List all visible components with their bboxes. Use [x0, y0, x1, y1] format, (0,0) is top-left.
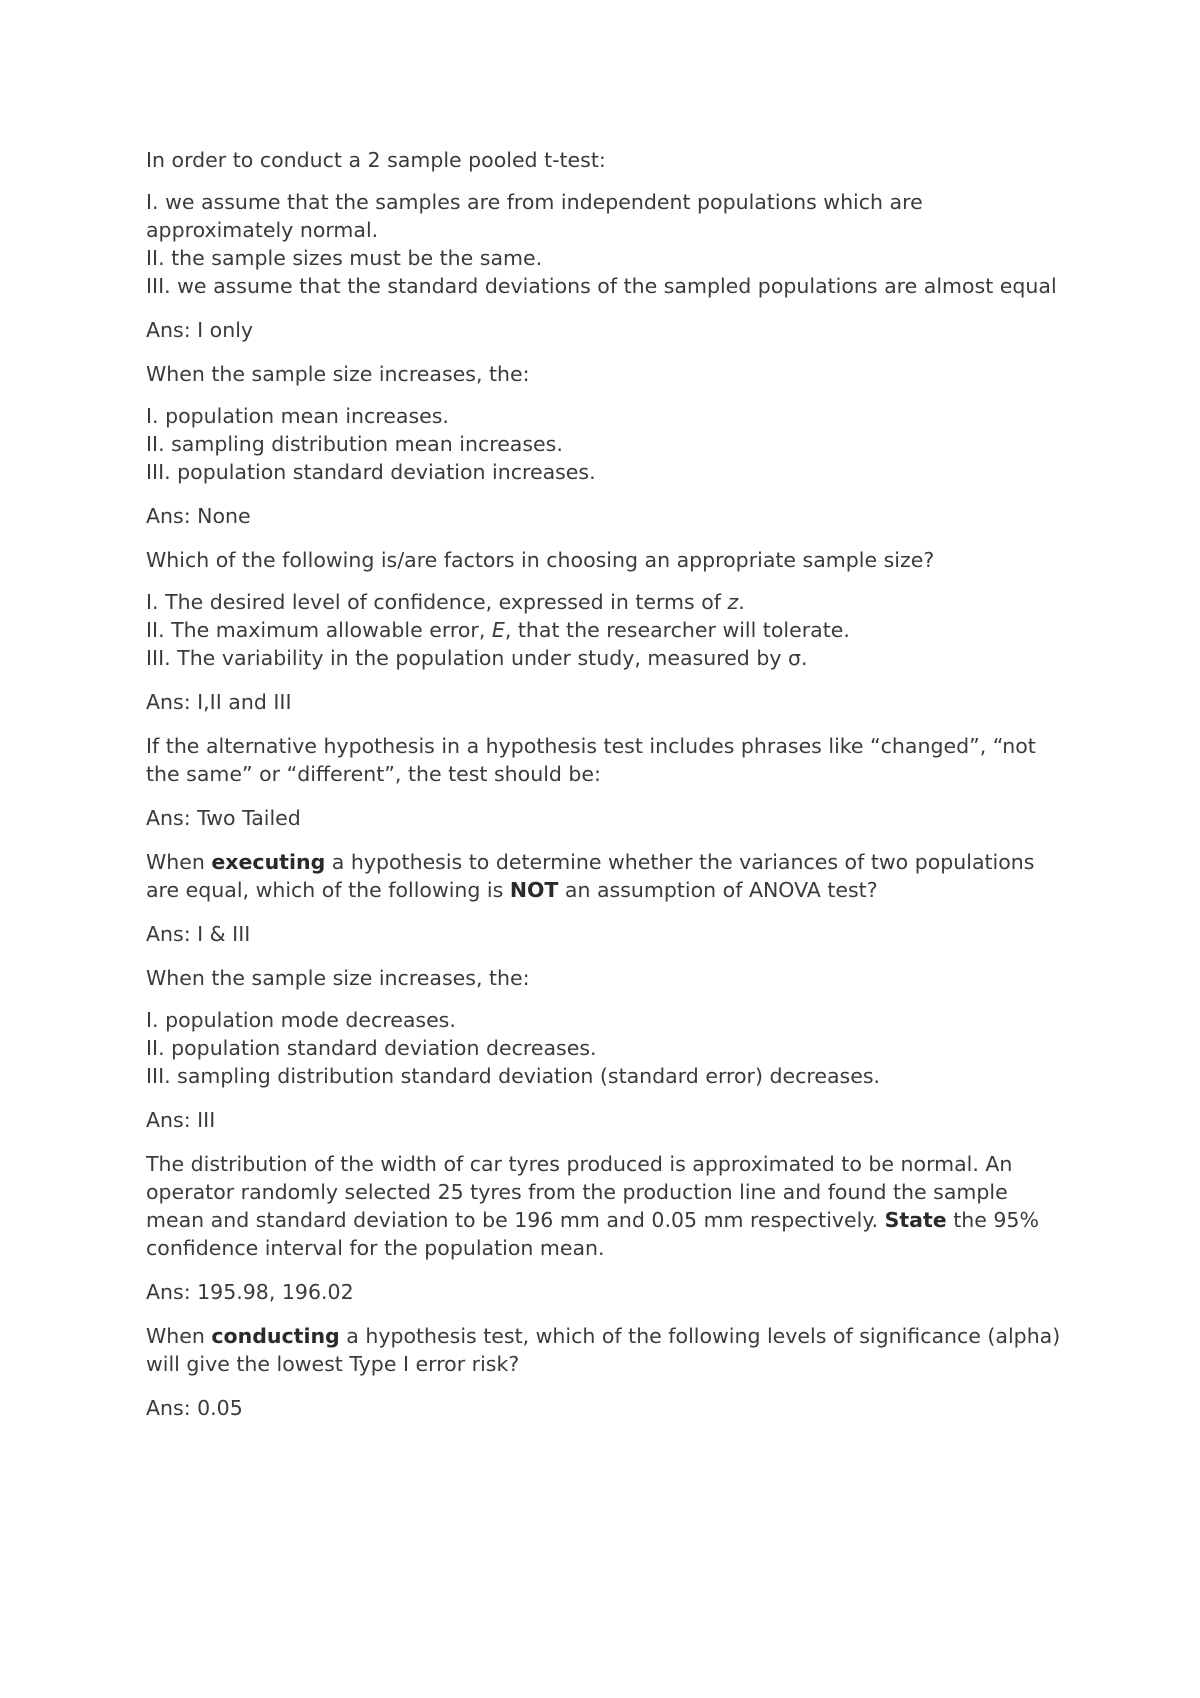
- question-4: If the alternative hypothesis in a hypothesis test includes phrases like “changed”, “not the same” or “different”, the test should be:: [146, 734, 1036, 786]
- option-i: I. population mean increases.: [146, 404, 449, 428]
- question-1-options: [146, 188, 1066, 300]
- answer-8: Ans: 0.05: [146, 1396, 243, 1420]
- answer-3: Ans: I,II and III: [146, 690, 292, 714]
- emphasis: conducting: [211, 1324, 340, 1348]
- option-ii: II. sampling distribution mean increases.: [146, 432, 563, 456]
- option-i: I. The desired level of confidence, expressed in terms of z.: [146, 590, 745, 614]
- question-6: When the sample size increases, the:: [146, 966, 530, 990]
- option-ii: II. population standard deviation decreases.: [146, 1036, 597, 1060]
- option-ii: II. the sample sizes must be the same.: [146, 246, 543, 270]
- option-ii: II. The maximum allowable error, E, that the researcher will tolerate.: [146, 618, 850, 642]
- answer-4: Ans: Two Tailed: [146, 806, 301, 830]
- option-i: I. population mode decreases.: [146, 1008, 456, 1032]
- answer-6: Ans: III: [146, 1108, 216, 1132]
- option-iii: III. The variability in the population under study, measured by σ.: [146, 646, 808, 670]
- answer-1: Ans: I only: [146, 318, 254, 342]
- question-7: The distribution of the width of car tyres produced is approximated to be normal. An operator randomly selected 25 tyres from the production line and found the sample mean and standard deviation to be 196 mm and 0.05 mm respectively. State the 95% confidence interval for the population mean.: [146, 1152, 1039, 1260]
- question-2-options: [146, 402, 1066, 486]
- option-i: I. we assume that the samples are from independent populations which are approximately normal.: [146, 190, 923, 242]
- document-page: [146, 146, 1066, 1438]
- question-5: When executing a hypothesis to determine whether the variances of two populations are equal, which of the following is NOT an assumption of ANOVA test?: [146, 850, 1035, 902]
- question-3: Which of the following is/are factors in choosing an appropriate sample size?: [146, 548, 935, 572]
- emphasis: executing: [211, 850, 326, 874]
- option-iii: III. we assume that the standard deviations of the sampled populations are almost equal: [146, 274, 1057, 298]
- option-iii: III. population standard deviation increases.: [146, 460, 596, 484]
- option-iii: III. sampling distribution standard deviation (standard error) decreases.: [146, 1064, 881, 1088]
- question-8: When conducting a hypothesis test, which of the following levels of significance (alpha) will give the lowest Type I error risk?: [146, 1324, 1061, 1376]
- answer-7: Ans: 195.98, 196.02: [146, 1280, 354, 1304]
- question-6-options: [146, 1006, 1066, 1090]
- emphasis: State: [884, 1208, 947, 1232]
- question-2: When the sample size increases, the:: [146, 362, 530, 386]
- question-1: In order to conduct a 2 sample pooled t-test:: [146, 148, 606, 172]
- emphasis: NOT: [509, 878, 559, 902]
- answer-2: Ans: None: [146, 504, 251, 528]
- answer-5: Ans: I & III: [146, 922, 251, 946]
- question-3-options: [146, 588, 1066, 672]
